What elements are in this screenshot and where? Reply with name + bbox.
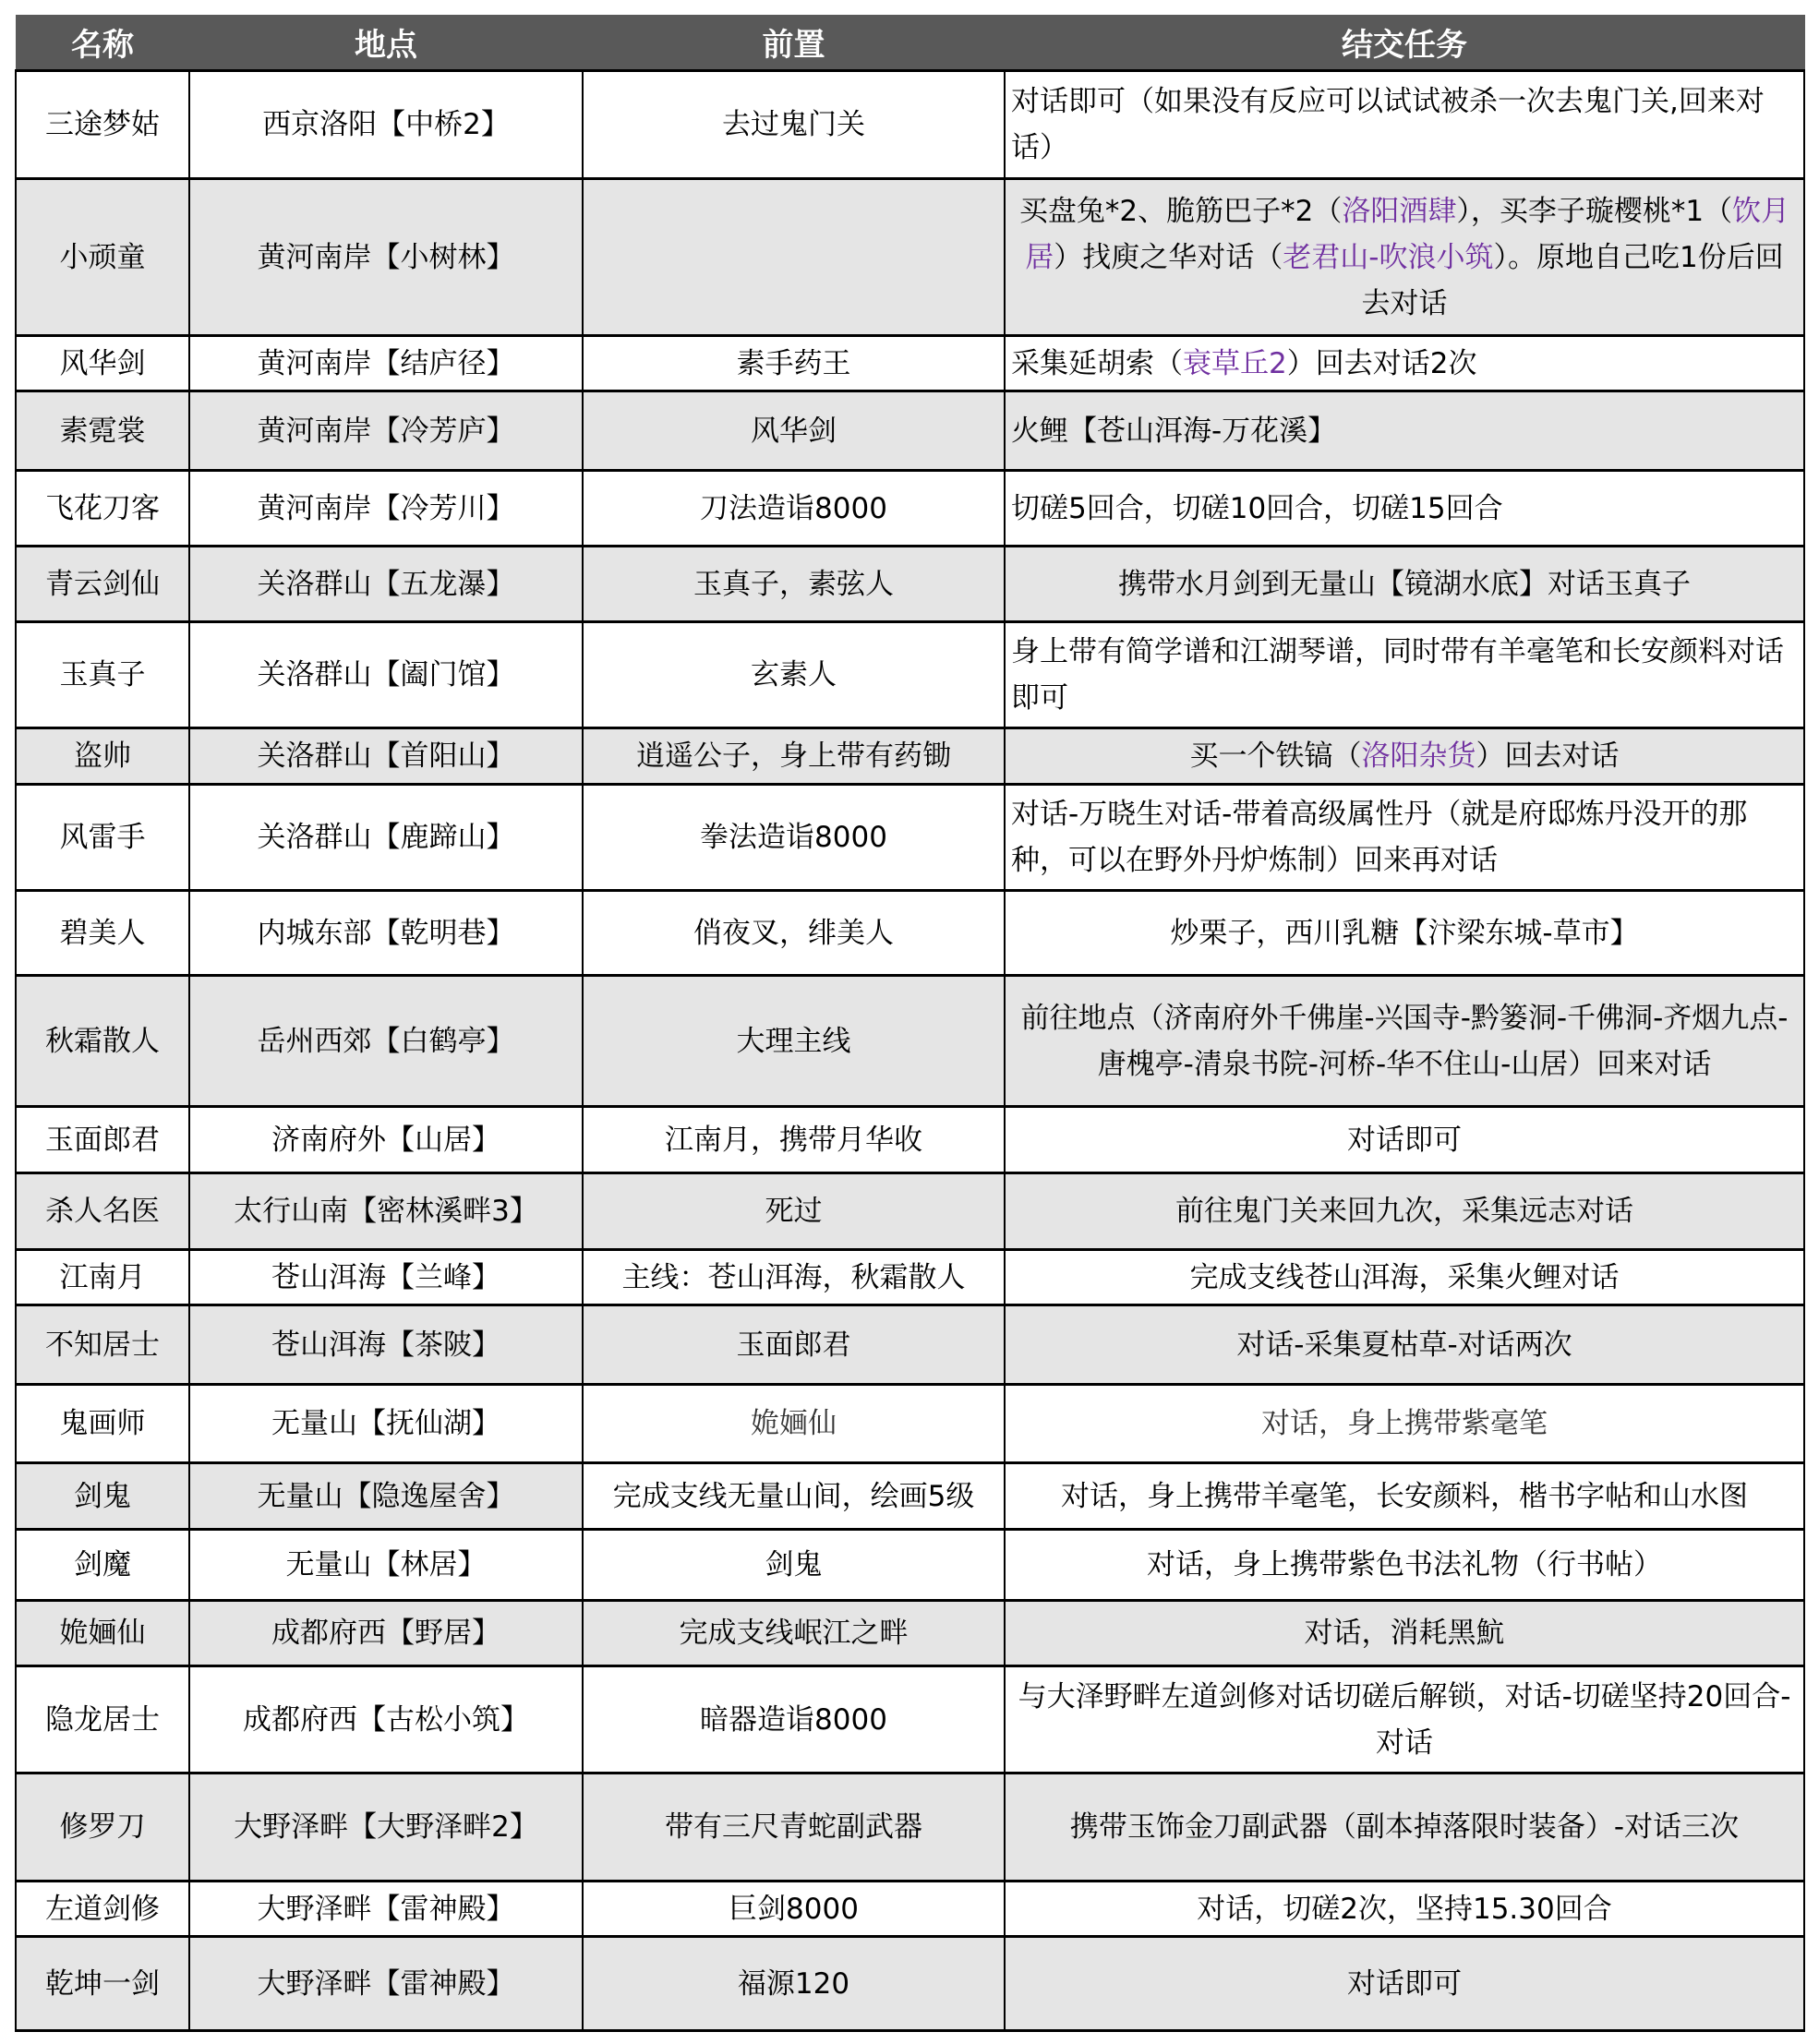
cell-prereq: 福源120: [583, 1937, 1005, 2031]
cell-prereq: 暗器造诣8000: [583, 1666, 1005, 1773]
cell-location: 无量山【抚仙湖】: [189, 1385, 583, 1463]
cell-prereq: 逍遥公子，身上带有药锄: [583, 728, 1005, 785]
header-prereq: 前置: [583, 15, 1005, 71]
cell-name: 三途梦姑: [16, 71, 189, 179]
cell-prereq: 江南月，携带月华收: [583, 1107, 1005, 1173]
cell-name: 杀人名医: [16, 1173, 189, 1250]
table-row: [16, 785, 1804, 891]
cell-location: 无量山【隐逸屋舍】: [189, 1463, 583, 1530]
cell-task: 对话即可: [1005, 1107, 1804, 1173]
table-row: [16, 1882, 1804, 1937]
cell-location: 大野泽畔【雷神殿】: [189, 1937, 583, 2031]
cell-task: 对话即可（如果没有反应可以试试被杀一次去鬼门关,回来对话）: [1005, 71, 1804, 179]
cell-name: 青云剑仙: [16, 547, 189, 622]
cell-task: 炒栗子，西川乳糖【汴梁东城-草市】: [1005, 891, 1804, 976]
cell-name: 风华剑: [16, 336, 189, 391]
cell-location: 关洛群山【五龙瀑】: [189, 547, 583, 622]
cell-name: 飞花刀客: [16, 471, 189, 547]
cell-location: 关洛群山【首阳山】: [189, 728, 583, 785]
cell-task: 身上带有简学谱和江湖琴谱，同时带有羊毫笔和长安颜料对话即可: [1005, 622, 1804, 728]
task-text: ）回去对话: [1476, 739, 1620, 773]
table-row: [16, 336, 1804, 391]
header-location: 地点: [189, 15, 583, 71]
cell-name: 鬼画师: [16, 1385, 189, 1463]
cell-prereq: 玉真子，素弦人: [583, 547, 1005, 622]
cell-task: [1005, 728, 1804, 785]
header-task: 结交任务: [1005, 15, 1804, 71]
cell-prereq: 姽婳仙: [583, 1385, 1005, 1463]
cell-task: 携带水月剑到无量山【镜湖水底】对话玉真子: [1005, 547, 1804, 622]
table-row: [16, 71, 1804, 179]
cell-task: 与大泽野畔左道剑修对话切磋后解锁，对话-切磋坚持20回合-对话: [1005, 1666, 1804, 1773]
cell-prereq: 主线：苍山洱海，秋霜散人: [583, 1250, 1005, 1305]
cell-name: 风雷手: [16, 785, 189, 891]
cell-location: 大野泽畔【雷神殿】: [189, 1882, 583, 1937]
cell-name: 不知居士: [16, 1305, 189, 1385]
table-row: [16, 179, 1804, 336]
cell-name: 剑鬼: [16, 1463, 189, 1530]
table-row: [16, 547, 1804, 622]
cell-prereq: 巨剑8000: [583, 1882, 1005, 1937]
cell-name: 左道剑修: [16, 1882, 189, 1937]
cell-prereq: [583, 179, 1005, 336]
cell-name: 剑魔: [16, 1530, 189, 1601]
table-row: [16, 1107, 1804, 1173]
cell-location: 济南府外【山居】: [189, 1107, 583, 1173]
table-row: [16, 1773, 1804, 1882]
cell-task: [1005, 336, 1804, 391]
table-row: [16, 471, 1804, 547]
cell-prereq: 风华剑: [583, 391, 1005, 471]
cell-task: 火鲤【苍山洱海-万花溪】: [1005, 391, 1804, 471]
cell-name: 素霓裳: [16, 391, 189, 471]
cell-task: 完成支线苍山洱海，采集火鲤对话: [1005, 1250, 1804, 1305]
cell-prereq: 剑鬼: [583, 1530, 1005, 1601]
cell-task: 携带玉饰金刀副武器（副本掉落限时装备）-对话三次: [1005, 1773, 1804, 1882]
task-text: 买一个铁镐（: [1189, 739, 1362, 773]
cell-task: 对话，身上携带紫毫笔: [1005, 1385, 1804, 1463]
place-link: 洛阳酒肆: [1342, 194, 1457, 228]
place-link: 老君山-吹浪小筑: [1283, 240, 1494, 274]
cell-prereq: 完成支线无量山间，绘画5级: [583, 1463, 1005, 1530]
cell-location: 苍山洱海【茶陂】: [189, 1305, 583, 1385]
cell-prereq: 去过鬼门关: [583, 71, 1005, 179]
task-text: ）找庾之华对话（: [1054, 240, 1283, 274]
cell-location: 内城东部【乾明巷】: [189, 891, 583, 976]
cell-location: 黄河南岸【冷芳庐】: [189, 391, 583, 471]
table-row: [16, 1601, 1804, 1666]
table-row: [16, 976, 1804, 1107]
cell-task: 对话即可: [1005, 1937, 1804, 2031]
table-row: [16, 1385, 1804, 1463]
cell-prereq: 死过: [583, 1173, 1005, 1250]
cell-task: 对话，消耗黑魧: [1005, 1601, 1804, 1666]
cell-location: 西京洛阳【中桥2】: [189, 71, 583, 179]
cell-name: 秋霜散人: [16, 976, 189, 1107]
cell-location: 成都府西【野居】: [189, 1601, 583, 1666]
table-row: [16, 891, 1804, 976]
cell-task: 对话，身上携带羊毫笔，长安颜料，楷书字帖和山水图: [1005, 1463, 1804, 1530]
cell-location: 黄河南岸【小树林】: [189, 179, 583, 336]
table-row: [16, 622, 1804, 728]
place-link: 洛阳杂货: [1361, 739, 1476, 773]
cell-task: 对话，切磋2次，坚持15.30回合: [1005, 1882, 1804, 1937]
table-row: [16, 1530, 1804, 1601]
cell-task: 前往鬼门关来回九次，采集远志对话: [1005, 1173, 1804, 1250]
cell-name: 玉真子: [16, 622, 189, 728]
table-row: [16, 1305, 1804, 1385]
place-link: 饮月居: [1025, 194, 1790, 274]
table-row: [16, 1173, 1804, 1250]
cell-location: 苍山洱海【兰峰】: [189, 1250, 583, 1305]
cell-location: 太行山南【密林溪畔3】: [189, 1173, 583, 1250]
task-text: 买盘兔*2、脆筋巴子*2（: [1018, 194, 1343, 228]
cell-task: 切磋5回合，切磋10回合，切磋15回合: [1005, 471, 1804, 547]
table-row: [16, 1250, 1804, 1305]
header-name: 名称: [16, 15, 189, 71]
cell-name: 玉面郎君: [16, 1107, 189, 1173]
cell-task: 前往地点（济南府外千佛崖-兴国寺-黔篓洞-千佛洞-齐烟九点-唐槐亭-清泉书院-河桥-华不住山-山居）回来对话: [1005, 976, 1804, 1107]
cell-task: [1005, 179, 1804, 336]
cell-task: 对话-采集夏枯草-对话两次: [1005, 1305, 1804, 1385]
cell-prereq: 拳法造诣8000: [583, 785, 1005, 891]
cell-location: 无量山【林居】: [189, 1530, 583, 1601]
cell-location: 黄河南岸【结庐径】: [189, 336, 583, 391]
cell-task: 对话，身上携带紫色书法礼物（行书帖）: [1005, 1530, 1804, 1601]
cell-location: 大野泽畔【大野泽畔2】: [189, 1773, 583, 1882]
cell-prereq: 完成支线岷江之畔: [583, 1601, 1005, 1666]
cell-location: 岳州西郊【白鹤亭】: [189, 976, 583, 1107]
cell-prereq: 带有三尺青蛇副武器: [583, 1773, 1005, 1882]
cell-task: 对话-万晓生对话-带着高级属性丹（就是府邸炼丹没开的那种，可以在野外丹炉炼制）回来再对话: [1005, 785, 1804, 891]
cell-name: 碧美人: [16, 891, 189, 976]
cell-name: 修罗刀: [16, 1773, 189, 1882]
cell-prereq: 玄素人: [583, 622, 1005, 728]
cell-name: 盗帅: [16, 728, 189, 785]
cell-location: 黄河南岸【冷芳川】: [189, 471, 583, 547]
place-link: 衰草丘2: [1183, 346, 1287, 380]
table-row: [16, 1463, 1804, 1530]
table-row: [16, 391, 1804, 471]
cell-prereq: 玉面郎君: [583, 1305, 1005, 1385]
cell-name: 乾坤一剑: [16, 1937, 189, 2031]
cell-prereq: 大理主线: [583, 976, 1005, 1107]
cell-prereq: 俏夜叉，绯美人: [583, 891, 1005, 976]
task-text: ）。原地自己吃1份后回去对话: [1361, 240, 1784, 320]
cell-name: 小顽童: [16, 179, 189, 336]
table-header-row: [16, 15, 1804, 71]
task-text: ）回去对话2次: [1286, 346, 1477, 380]
table-row: [16, 1937, 1804, 2031]
cell-prereq: 素手药王: [583, 336, 1005, 391]
cell-location: 关洛群山【鹿蹄山】: [189, 785, 583, 891]
cell-name: 江南月: [16, 1250, 189, 1305]
task-text: ），买李子璇樱桃*1（: [1456, 194, 1733, 228]
cell-name: 隐龙居士: [16, 1666, 189, 1773]
table-row: [16, 728, 1804, 785]
cell-name: 姽婳仙: [16, 1601, 189, 1666]
cell-location: 关洛群山【阖门馆】: [189, 622, 583, 728]
cell-prereq: 刀法造诣8000: [583, 471, 1005, 547]
npc-befriend-table: [15, 15, 1805, 2032]
table-row: [16, 1666, 1804, 1773]
task-text: 采集延胡索（: [1011, 346, 1183, 380]
cell-location: 成都府西【古松小筑】: [189, 1666, 583, 1773]
